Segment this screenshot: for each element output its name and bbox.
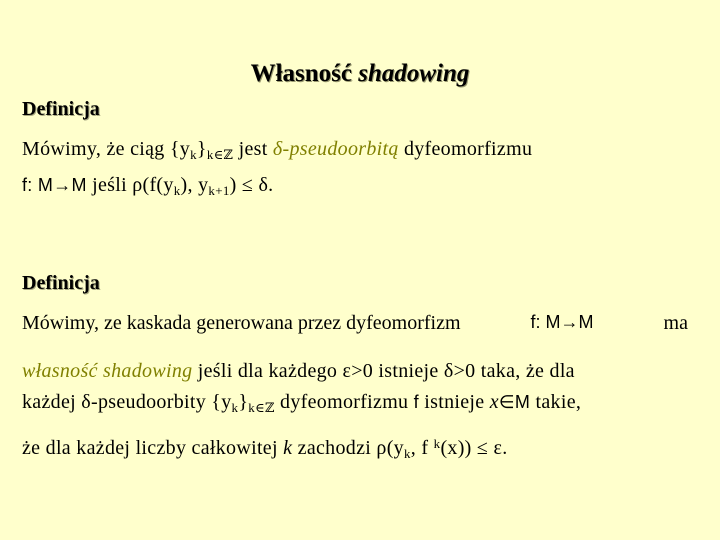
definition2-line1 — [22, 312, 688, 335]
subscript: k — [173, 183, 181, 198]
subscript: k — [403, 446, 411, 461]
f-symbol: f — [413, 392, 419, 412]
text: że dla każdej liczby całkowitej — [22, 437, 284, 459]
text: , f — [410, 437, 434, 459]
text: } — [238, 391, 249, 413]
text: dyfeomorfizmu — [274, 391, 414, 413]
text: jeśli dla każdego ε>0 istnieje δ>0 taka, że dla — [192, 360, 575, 382]
text: ), y — [180, 174, 209, 196]
term-pseudoorbit: δ-pseudoorbitą — [272, 138, 399, 160]
term-shadowing: własność shadowing — [22, 360, 193, 382]
superscript: k — [433, 436, 441, 451]
text: Mówimy, ze kaskada generowana przez dyfeomorfizm — [22, 312, 461, 334]
slide-title — [0, 60, 720, 88]
definition1-heading: Definicja — [22, 98, 100, 120]
text: istnieje — [418, 391, 490, 413]
definition2-line4 — [22, 436, 508, 462]
definition2-heading: Definicja — [22, 272, 100, 294]
map-notation: f: M→M — [530, 312, 594, 332]
definition2-line2 — [22, 360, 575, 383]
text: (x)) ≤ ε. — [440, 437, 508, 459]
subscript: k∈ℤ — [248, 400, 275, 415]
subscript: k — [231, 400, 239, 415]
title-plain: Własność — [250, 60, 359, 87]
text: każdej δ-pseudoorbity {y — [22, 391, 232, 413]
set-membership: ∈M — [498, 392, 531, 412]
text: jest — [233, 138, 273, 160]
x-symbol: x — [489, 391, 499, 413]
definition2-line3 — [22, 391, 581, 416]
definition1-line1 — [22, 138, 532, 163]
map-notation: f: M→M — [22, 175, 87, 195]
subscript: k — [190, 147, 197, 162]
subscript: k+1 — [208, 183, 230, 198]
text: jeśli ρ(f(y — [86, 174, 174, 196]
k-symbol: k — [283, 437, 293, 459]
definition1-line2 — [22, 174, 274, 199]
text: ) ≤ δ. — [229, 174, 274, 196]
text: dyfeomorfizmu — [398, 138, 533, 160]
text: } — [196, 138, 207, 160]
text: ma — [663, 312, 688, 334]
text: zachodzi ρ(y — [292, 437, 404, 459]
text: takie, — [530, 391, 582, 413]
title-italic: shadowing — [358, 60, 470, 87]
text: Mówimy, że ciąg {y — [22, 138, 191, 160]
subscript: k∈ℤ — [206, 147, 234, 162]
